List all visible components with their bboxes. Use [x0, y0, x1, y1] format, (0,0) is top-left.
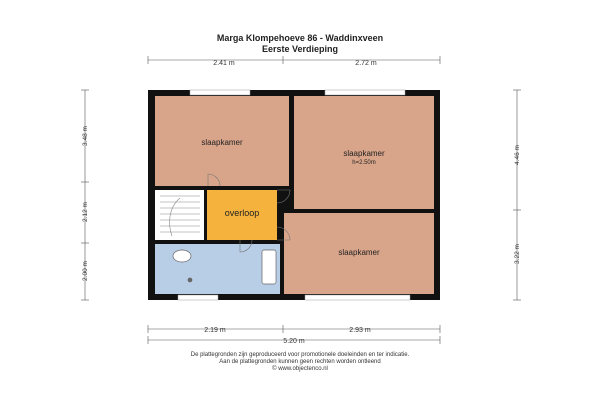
plan-title: Marga Klompehoeve 86 - Waddinxveen	[216, 33, 384, 43]
dim-left-middle: 2.12 m	[82, 202, 89, 222]
label-bedroom-top-right-height: h=2.50m	[352, 160, 376, 166]
right-dimension-line	[513, 90, 521, 300]
dim-total-width: 5.20 m	[283, 338, 305, 345]
dim-bottom-left: 2.19 m	[204, 327, 226, 334]
dim-top-right: 2.72 m	[355, 60, 377, 67]
dim-top-left: 2.41 m	[213, 60, 235, 67]
label-landing: overloop	[224, 208, 260, 218]
disclaimer-copyright: © www.objectenco.nl	[272, 366, 328, 372]
dim-left-bottom: 2.00 m	[82, 261, 89, 281]
disclaimer-line-1: De plattegronden zijn geproduceerd voor promotionele doeleinden en ter indicatie.	[190, 352, 410, 358]
dim-left-top: 3.48 m	[82, 126, 89, 146]
sink-icon	[262, 250, 276, 284]
label-bedroom-top-left: slaapkamer	[201, 138, 243, 147]
bottom-dimension-line	[148, 325, 440, 333]
disclaimer-line-2: Aan de plattegronden kunnen geen rechten worden ontleend	[219, 359, 381, 365]
dim-right-bottom: 3.22 m	[514, 244, 521, 264]
bathroom	[155, 244, 280, 294]
drain-icon	[188, 278, 192, 282]
toilet-icon	[173, 250, 191, 262]
top-dimension-line	[148, 56, 440, 64]
dim-right-top: 4.46 m	[514, 145, 521, 165]
dim-bottom-right: 2.93 m	[349, 327, 371, 334]
plan-subtitle: Eerste Verdieping	[261, 44, 339, 54]
staircase	[155, 190, 204, 240]
label-bedroom-top-right: slaapkamer	[343, 149, 385, 158]
label-bedroom-bottom-right: slaapkamer	[338, 248, 380, 257]
